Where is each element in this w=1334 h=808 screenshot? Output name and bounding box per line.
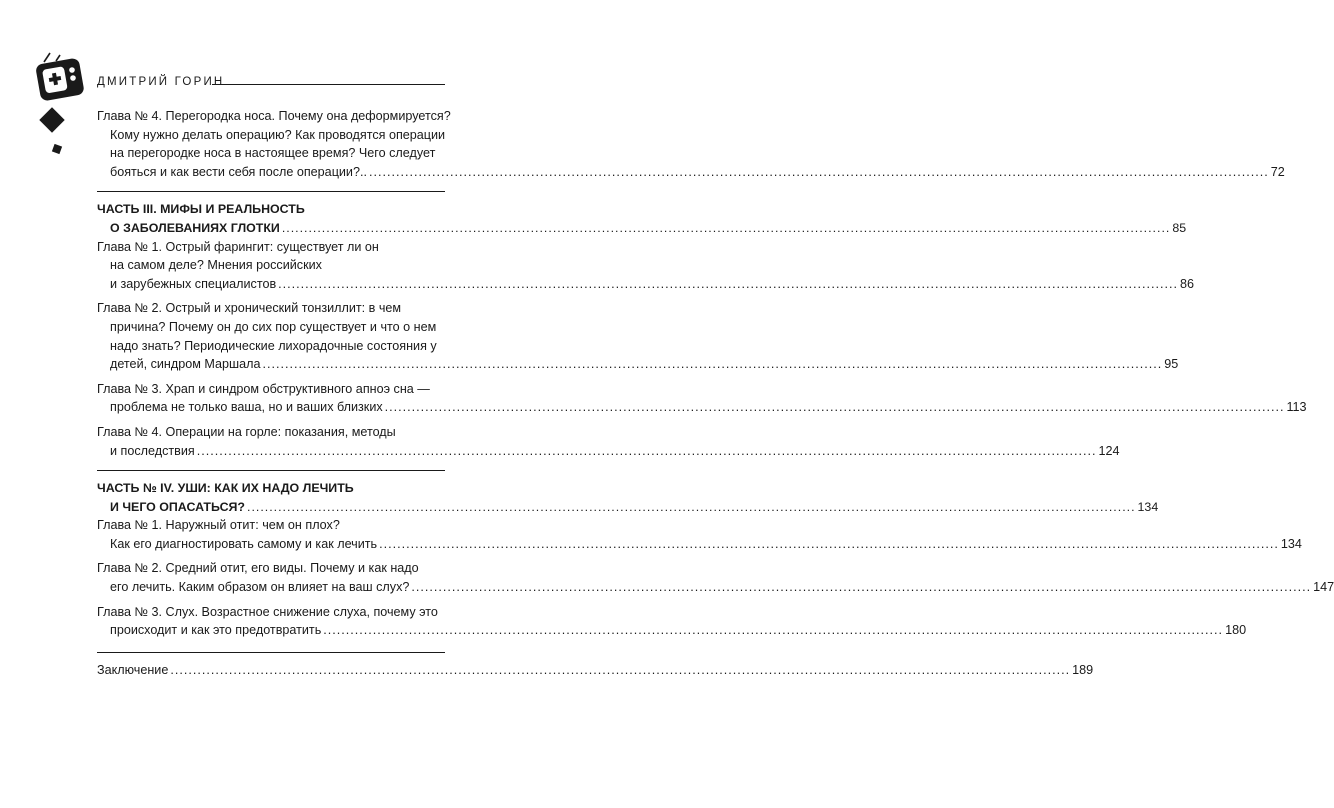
toc-entry[interactable]: [97, 299, 1179, 373]
dot-leader: ........................................................................................................................................................................................................: [384, 400, 1285, 415]
toc-entry-text: надо знать? Периодические лихорадочные состояния у: [110, 338, 437, 353]
toc-entry[interactable]: [97, 238, 1194, 294]
toc-entry[interactable]: [97, 516, 1302, 553]
toc-entry-text: Заключение: [97, 662, 169, 677]
toc-entry[interactable]: [97, 559, 1334, 596]
square-dot-icon: [52, 144, 62, 154]
toc-entry-text: О ЗАБОЛЕВАНИЯХ ГЛОТКИ: [110, 220, 280, 235]
toc-entry[interactable]: [97, 380, 1307, 417]
toc-entry[interactable]: [97, 107, 1285, 181]
toc-page-number: 113: [1286, 400, 1307, 415]
toc-page-number: 124: [1098, 443, 1120, 458]
section-rule: [97, 191, 445, 192]
dot-leader: ........................................................................................................................................................................................................: [170, 662, 1071, 677]
tv-icon: [35, 53, 85, 102]
toc-entry-text: проблема не только ваша, но и ваших близких: [110, 400, 383, 415]
toc-entry-text: детей, синдром Маршала: [110, 357, 261, 372]
toc-entry[interactable]: [97, 603, 1247, 640]
toc-part[interactable]: [97, 479, 1159, 516]
toc-entry-text: ЧАСТЬ III. МИФЫ И РЕАЛЬНОСТЬ: [97, 202, 305, 217]
toc-part[interactable]: [97, 200, 1187, 237]
toc-entry-text: Глава № 4. Перегородка носа. Почему она деформируется?: [97, 109, 451, 123]
toc-page-number: 134: [1280, 536, 1302, 551]
tv-logo-icon: [0, 0, 90, 170]
table-of-contents: [97, 107, 1334, 679]
toc-entry-text: И ЧЕГО ОПАСАТЬСЯ?: [110, 499, 246, 514]
running-header-author: ДМИТРИЙ ГОРИН: [97, 76, 225, 88]
toc-entry-text: ЧАСТЬ № IV. УШИ: КАК ИХ НАДО ЛЕЧИТЬ: [97, 481, 354, 496]
toc-page-number: 86: [1179, 276, 1194, 291]
toc-entry-text: Глава № 3. Слух. Возрастное снижение слуха, почему это: [97, 604, 438, 619]
dot-leader: ........................................................................................................................................................................................................: [281, 220, 1171, 235]
toc-entry-text: Глава № 4. Операции на горле: показания, методы: [97, 424, 396, 439]
toc-entry-text: Глава № 1. Наружный отит: чем он плох?: [97, 518, 340, 533]
toc-entry-text: и зарубежных специалистов: [110, 276, 277, 291]
dot-leader: ........................................................................................................................................................................................................: [368, 164, 1269, 179]
dot-leader: ........................................................................................................................................................................................................: [196, 443, 1097, 458]
toc-entry-text: Кому нужно делать операцию? Как проводятся операции: [110, 127, 446, 142]
toc-entry[interactable]: [97, 423, 1120, 460]
toc-entry-text: на перегородке носа в настоящее время? Чего следует: [110, 146, 436, 161]
header-rule: [212, 84, 445, 85]
dot-leader: ........................................................................................................................................................................................................: [278, 276, 1178, 291]
toc-entry-text: его лечить. Каким образом он влияет на ваш слух?: [110, 580, 410, 595]
toc-page-number: 72: [1270, 164, 1285, 179]
toc-entry[interactable]: [97, 661, 1094, 680]
section-rule: [97, 470, 445, 471]
toc-entry-text: Глава № 1. Острый фарингит: существует ли он: [97, 239, 379, 254]
toc-entry-text: Как его диагностировать самому и как лечить: [110, 536, 378, 551]
toc-page-number: 147: [1313, 580, 1334, 595]
toc-page-number: 85: [1172, 220, 1187, 235]
diamond-icon: [39, 107, 64, 132]
toc-entry-text: Глава № 3. Храп и синдром обструктивного апноэ сна —: [97, 381, 430, 396]
toc-entry-text: происходит и как это предотвратить: [110, 623, 322, 638]
toc-page-number: 134: [1137, 499, 1159, 514]
toc-page-number: 189: [1072, 662, 1094, 677]
section-rule: [97, 652, 445, 653]
dot-leader: ........................................................................................................................................................................................................: [379, 536, 1279, 551]
toc-entry-text: Глава № 2. Средний отит, его виды. Почему и как надо: [97, 561, 419, 576]
toc-entry-text: причина? Почему он до сих пор существует и что о нем: [110, 319, 437, 334]
dot-leader: ........................................................................................................................................................................................................: [323, 623, 1224, 638]
toc-page-number: 95: [1164, 357, 1179, 372]
toc-entry-text: и последствия: [110, 443, 195, 458]
dot-leader: ........................................................................................................................................................................................................: [247, 499, 1136, 514]
dot-leader: ........................................................................................................................................................................................................: [262, 357, 1163, 372]
toc-entry-text: бояться и как вести себя после операции?..: [110, 164, 367, 179]
toc-page-number: 180: [1225, 623, 1247, 638]
dot-leader: ........................................................................................................................................................................................................: [411, 580, 1312, 595]
toc-entry-text: Глава № 2. Острый и хронический тонзиллит: в чем: [97, 301, 402, 316]
toc-entry-text: на самом деле? Мнения российских: [110, 258, 322, 273]
